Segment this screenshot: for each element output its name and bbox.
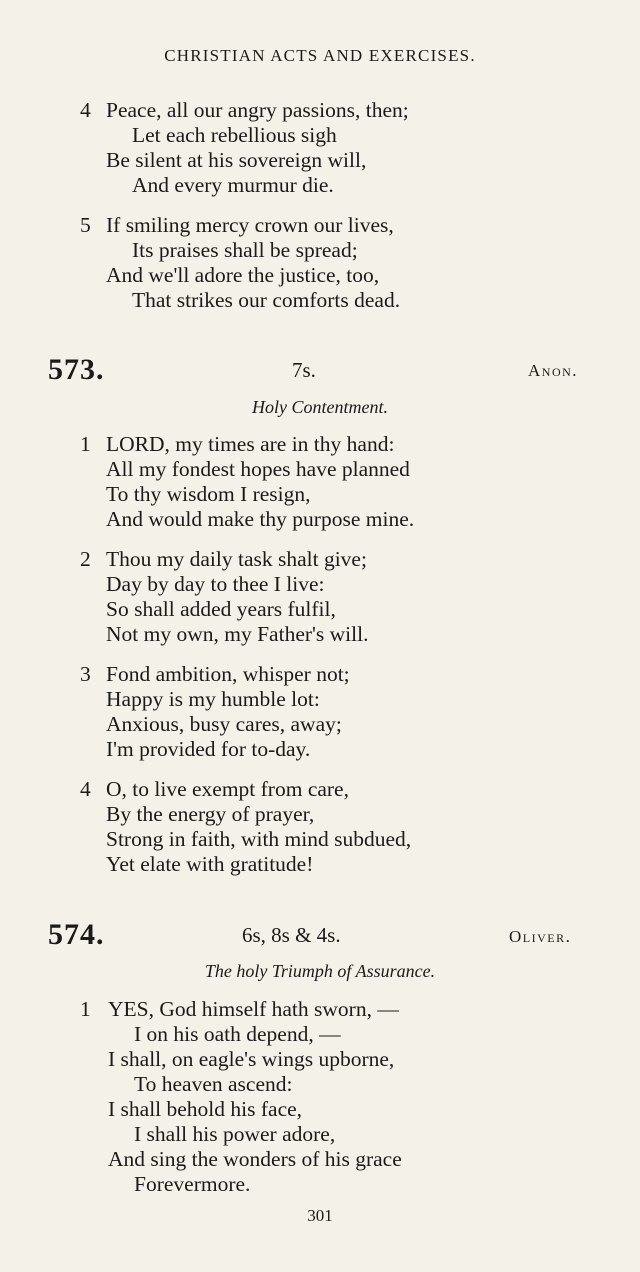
verse-line: Its praises shall be spread; bbox=[132, 238, 358, 262]
tune-name: Oliver. bbox=[509, 927, 572, 946]
verse-line: I shall his power adore, bbox=[134, 1122, 336, 1146]
verse-line: LORD, my times are in thy hand: bbox=[106, 432, 395, 456]
verse-line: Forevermore. bbox=[134, 1172, 251, 1196]
verse-line: And would make thy purpose mine. bbox=[106, 507, 415, 531]
verse-line: Strong in faith, with mind subdued, bbox=[106, 827, 412, 851]
verse-line: Yet elate with gratitude! bbox=[106, 852, 314, 876]
hymn-title: The holy Triumph of Assurance. bbox=[204, 961, 436, 981]
verse-number: 4 bbox=[80, 777, 91, 801]
hymn-title: Holy Contentment. bbox=[252, 397, 388, 417]
verse-number: 4 bbox=[80, 98, 91, 122]
verse-line: And we'll adore the justice, too, bbox=[106, 263, 380, 287]
hymn-number: 573. bbox=[48, 353, 105, 386]
verse-line: I shall, on eagle's wings upborne, bbox=[108, 1047, 395, 1071]
verse-number: 1 bbox=[80, 432, 91, 456]
verse-line: That strikes our comforts dead. bbox=[132, 288, 401, 312]
verse-line: And sing the wonders of his grace bbox=[108, 1147, 402, 1171]
verse-line: Happy is my humble lot: bbox=[106, 687, 320, 711]
tune-name: Anon. bbox=[528, 361, 579, 380]
verse-line: Be silent at his sovereign will, bbox=[106, 148, 367, 172]
verse-line: I shall behold his face, bbox=[108, 1097, 303, 1121]
verse-line: So shall added years fulfil, bbox=[106, 597, 336, 621]
verse-line: O, to live exempt from care, bbox=[106, 777, 349, 801]
verse-line: Peace, all our angry passions, then; bbox=[106, 98, 409, 122]
verse-number: 5 bbox=[80, 213, 91, 237]
hymn-meter: 7s. bbox=[292, 358, 316, 382]
verse-line: Let each rebellious sigh bbox=[132, 123, 337, 147]
verse-line: Not my own, my Father's will. bbox=[106, 622, 369, 646]
verse-line: I on his oath depend, — bbox=[134, 1022, 341, 1046]
verse-line: If smiling mercy crown our lives, bbox=[106, 213, 394, 237]
hymn-number: 574. bbox=[48, 918, 105, 951]
verse-line: Anxious, busy cares, away; bbox=[106, 712, 342, 736]
verse-line: Fond ambition, whisper not; bbox=[106, 662, 350, 686]
verse-line: All my fondest hopes have planned bbox=[106, 457, 410, 481]
running-head: CHRISTIAN ACTS AND EXERCISES. bbox=[164, 46, 476, 65]
verse-line: To heaven ascend: bbox=[134, 1072, 293, 1096]
hymn-meter: 6s, 8s & 4s. bbox=[242, 923, 341, 947]
verse-number: 3 bbox=[80, 662, 91, 686]
verse-line: YES, God himself hath sworn, — bbox=[108, 997, 399, 1021]
verse-line: And every murmur die. bbox=[132, 173, 334, 197]
page-number: 301 bbox=[307, 1206, 333, 1225]
verse-line: By the energy of prayer, bbox=[106, 802, 315, 826]
verse-number: 2 bbox=[80, 547, 91, 571]
verse-line: I'm provided for to-day. bbox=[106, 737, 311, 761]
verse-line: Day by day to thee I live: bbox=[106, 572, 325, 596]
verse-number: 1 bbox=[80, 997, 91, 1021]
verse-line: To thy wisdom I resign, bbox=[106, 482, 311, 506]
verse-line: Thou my daily task shalt give; bbox=[106, 547, 367, 571]
